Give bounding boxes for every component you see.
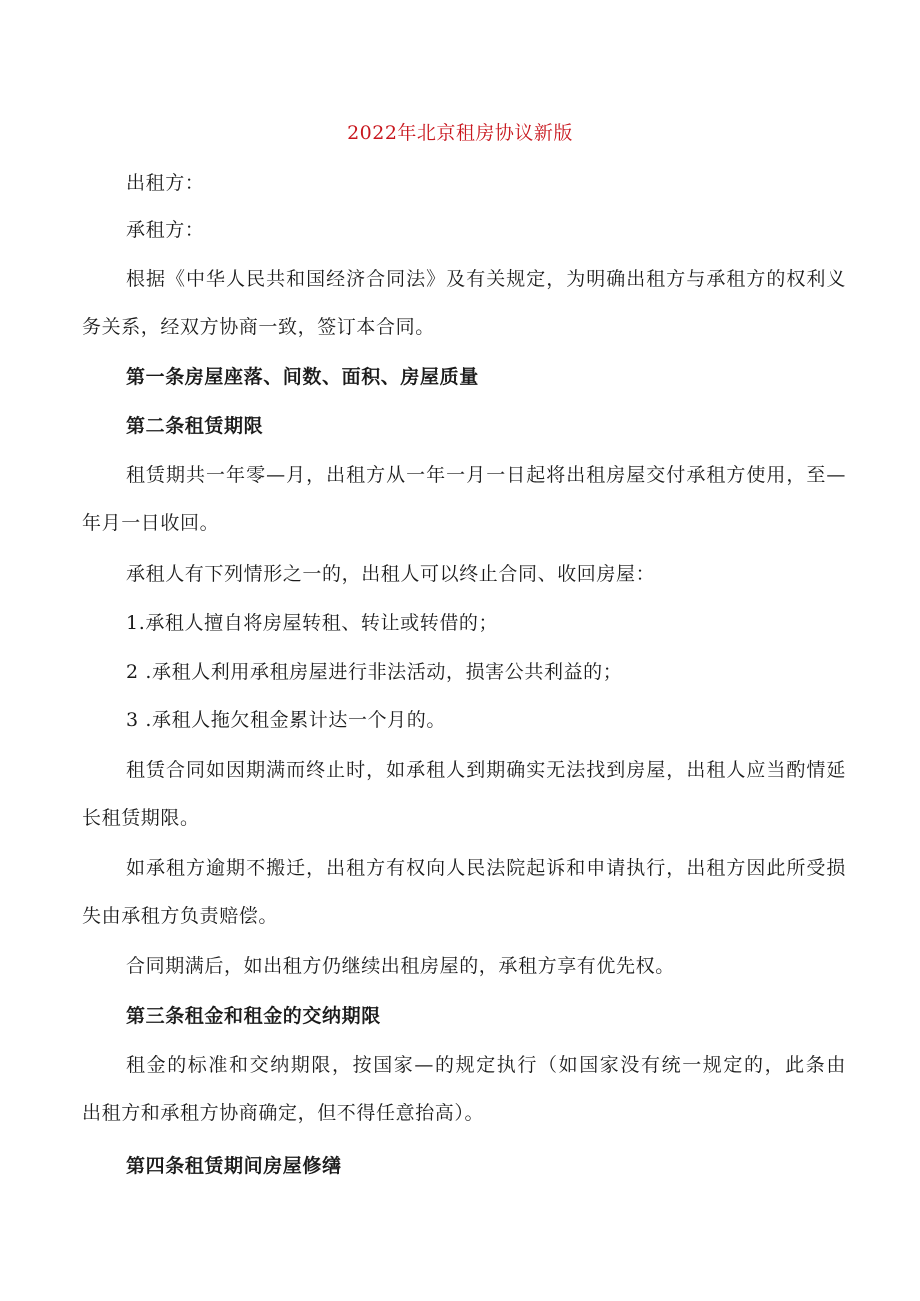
article-1-heading: 第一条房屋座落、间数、面积、房屋质量 — [126, 366, 479, 388]
article-4-heading: 第四条租赁期间房屋修缮 — [126, 1155, 342, 1177]
extension-paragraph-line-1: 租赁合同如因期满而终止时，如承租人到期确实无法找到房屋，出租人应当酌情延 — [126, 759, 846, 781]
termination-intro: 承租人有下列情形之一的，出租人可以终止合同、收回房屋： — [126, 563, 656, 585]
term-paragraph-line-1: 租赁期共一年零—月，出租方从一年一月一日起将出租房屋交付承租方使用，至— — [126, 464, 846, 486]
intro-paragraph-line-2: 务关系，经双方协商一致，签订本合同。 — [82, 316, 435, 338]
rent-paragraph-line-1: 租金的标准和交纳期限，按国家—的规定执行（如国家没有统一规定的，此条由 — [126, 1054, 846, 1076]
overdue-paragraph-line-2: 失由承租方负责赔偿。 — [82, 905, 279, 927]
document-title: 2022年北京租房协议新版 — [347, 122, 573, 144]
article-3-heading: 第三条租金和租金的交纳期限 — [126, 1005, 381, 1027]
term-paragraph-line-2: 年月一日收回。 — [82, 512, 220, 534]
priority-paragraph: 合同期满后，如出租方仍继续出租房屋的，承租方享有优先权。 — [126, 955, 675, 977]
extension-paragraph-line-2: 长租赁期限。 — [82, 807, 200, 829]
lessor-label: 出租方： — [126, 172, 205, 194]
intro-paragraph-line-1: 根据《中华人民共和国经济合同法》及有关规定，为明确出租方与承租方的权利义 — [126, 268, 846, 290]
lessee-label: 承租方： — [126, 219, 205, 241]
termination-item-3: 3 .承租人拖欠租金累计达一个月的。 — [126, 709, 446, 731]
overdue-paragraph-line-1: 如承租方逾期不搬迁，出租方有权向人民法院起诉和申请执行，出租方因此所受损 — [126, 857, 846, 879]
termination-item-1: 1.承租人擅自将房屋转租、转让或转借的； — [126, 612, 499, 634]
rent-paragraph-line-2: 出租方和承租方协商确定，但不得任意抬高）。 — [82, 1102, 485, 1124]
article-2-heading: 第二条租赁期限 — [126, 415, 264, 437]
termination-item-2: 2 .承租人利用承租房屋进行非法活动，损害公共利益的； — [126, 661, 623, 683]
